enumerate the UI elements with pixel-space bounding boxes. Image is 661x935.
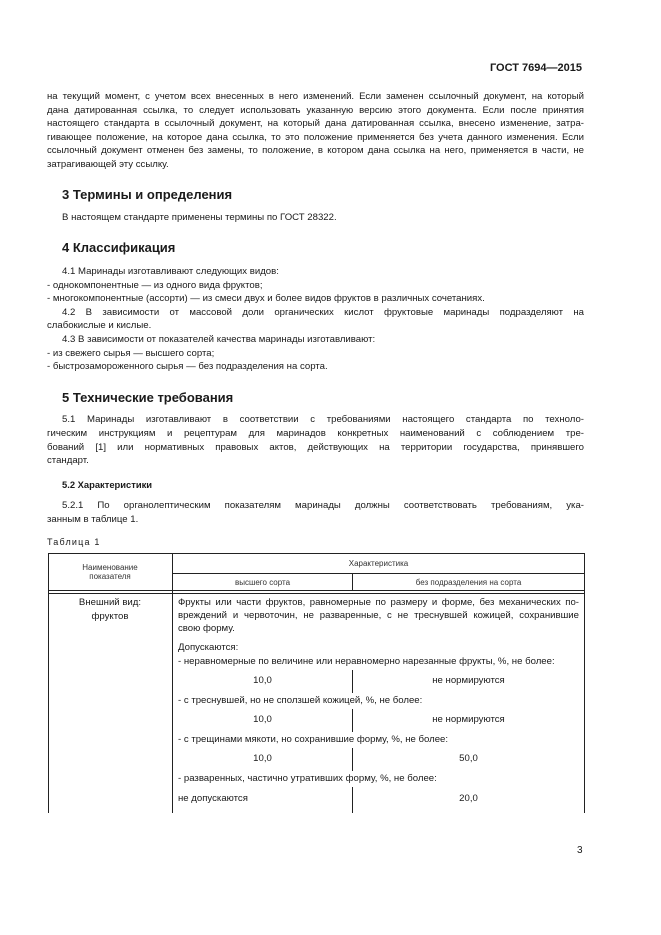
subsection-5-2-heading: 5.2 Характеристики	[62, 479, 153, 490]
value-premium: 10,0	[253, 714, 272, 725]
text-line: 4.1 Маринады изготавливают следующих видов:	[62, 266, 279, 277]
text-line: бований [1] или нормативных правовых актов, действующих на территории государства, принявшего	[47, 442, 584, 453]
text-line: 5.2.1 По органолептическим показателям маринады должны соответствовать требованиям, ука-	[62, 500, 584, 511]
text-line: 5.1 Маринады изготавливают в соответствии с требованиями настоящего стандарта по техноло-	[62, 414, 584, 425]
header-premium-grade: высшего сорта	[234, 578, 291, 587]
text-line: дана датированная ссылка, то следует использовать указанную версию этого документа. Если после принятия	[47, 105, 584, 116]
value-premium: 10,0	[253, 753, 272, 764]
row-label: Внешний вид:	[78, 597, 142, 608]
header-text: показателя	[89, 572, 131, 581]
table-border	[172, 573, 585, 574]
text-line: - быстрозамороженного сырья — без подразделения на сорта.	[47, 361, 328, 372]
header-characteristic: Характеристика	[348, 559, 409, 568]
value-premium: не допускаются	[178, 793, 248, 804]
value-divider	[352, 670, 353, 693]
document-number: ГОСТ 7694—2015	[489, 62, 582, 74]
text-line: стандарт.	[47, 455, 89, 466]
description-line: вреждений и червоточин, не разваренные, с не треснувшей кожицей, сохранившие	[178, 610, 579, 621]
description-line: свою форму.	[178, 623, 235, 634]
item-text: - разваренных, частично утративших форму, %, не более:	[178, 773, 437, 784]
item-text: - с трещинами мякоти, но сохранившие форму, %, не более:	[178, 734, 449, 745]
value-divider	[352, 787, 353, 813]
text-line: 4.3 В зависимости от показателей качества маринады изготавливают:	[62, 334, 376, 345]
text-line: - многокомпонентные (ассорти) — из смеси двух и более видов фруктов в различных сочетаниях.	[47, 293, 485, 304]
table-border	[48, 553, 49, 813]
value-divider	[352, 709, 353, 732]
value-no-grade: не нормируются	[432, 675, 505, 686]
section-3-heading: 3 Термины и определения	[62, 187, 233, 202]
table-border	[584, 553, 585, 813]
text-line: затрагивающей эту ссылку.	[47, 159, 169, 170]
text-line: 4.2 В зависимости от массовой доли органических кислот фруктовые маринады подразделяют на	[62, 307, 584, 318]
allowed-label: Допускаются:	[178, 642, 239, 653]
header-indicator-name	[48, 563, 172, 581]
description-line: Фрукты или части фруктов, равномерные по размеру и форме, без механических по-	[178, 597, 579, 608]
text-line: гивающее положение, на которое дана ссылка, то это положение применяется без учета данного изменения. Если	[47, 132, 584, 143]
text-line: - из свежего сырья — высшего сорта;	[47, 348, 215, 359]
text-line: - однокомпонентные — из одного вида фруктов;	[47, 280, 263, 291]
value-divider	[352, 748, 353, 771]
text-line: слабокислые и кислые.	[47, 320, 152, 331]
table-caption: Таблица 1	[47, 537, 101, 547]
value-premium: 10,0	[253, 675, 272, 686]
value-no-grade: не нормируются	[432, 714, 505, 725]
value-no-grade: 50,0	[459, 753, 478, 764]
text-line: настоящего стандарта в ссылочный документ, на который дана датированная ссылка, внесено изменение, затра-	[47, 118, 584, 129]
header-no-grade: без подразделения на сорта	[415, 578, 522, 587]
row-label: фруктов	[91, 611, 129, 622]
item-text: - с треснувшей, но не сползшей кожицей, %, не более:	[178, 695, 423, 706]
text-line: ссылочный документ отменен без замены, то положение, в котором дана ссылка на него, применяется в части, не	[47, 145, 584, 156]
table-border	[48, 590, 585, 591]
text-line: на текущий момент, с учетом всех внесенных в него изменений. Если заменен ссылочный документ, на который	[47, 91, 584, 102]
section-5-heading: 5 Технические требования	[62, 390, 234, 405]
header-text: Наименование	[82, 563, 138, 572]
section-3-text: В настоящем стандарте применены термины по ГОСТ 28322.	[62, 212, 337, 223]
page-number: 3	[577, 845, 583, 856]
value-no-grade: 20,0	[459, 793, 478, 804]
text-line: занным в таблице 1.	[47, 514, 139, 525]
table-border	[48, 553, 585, 554]
text-line: гическим инструкциям и рецептурам для маринадов конкретных наименований с соблюдением тре-	[47, 428, 584, 439]
section-4-heading: 4 Классификация	[62, 240, 176, 255]
item-text: - неравномерные по величине или неравномерно нарезанные фрукты, %, не более:	[178, 656, 555, 667]
table-border	[48, 593, 585, 594]
